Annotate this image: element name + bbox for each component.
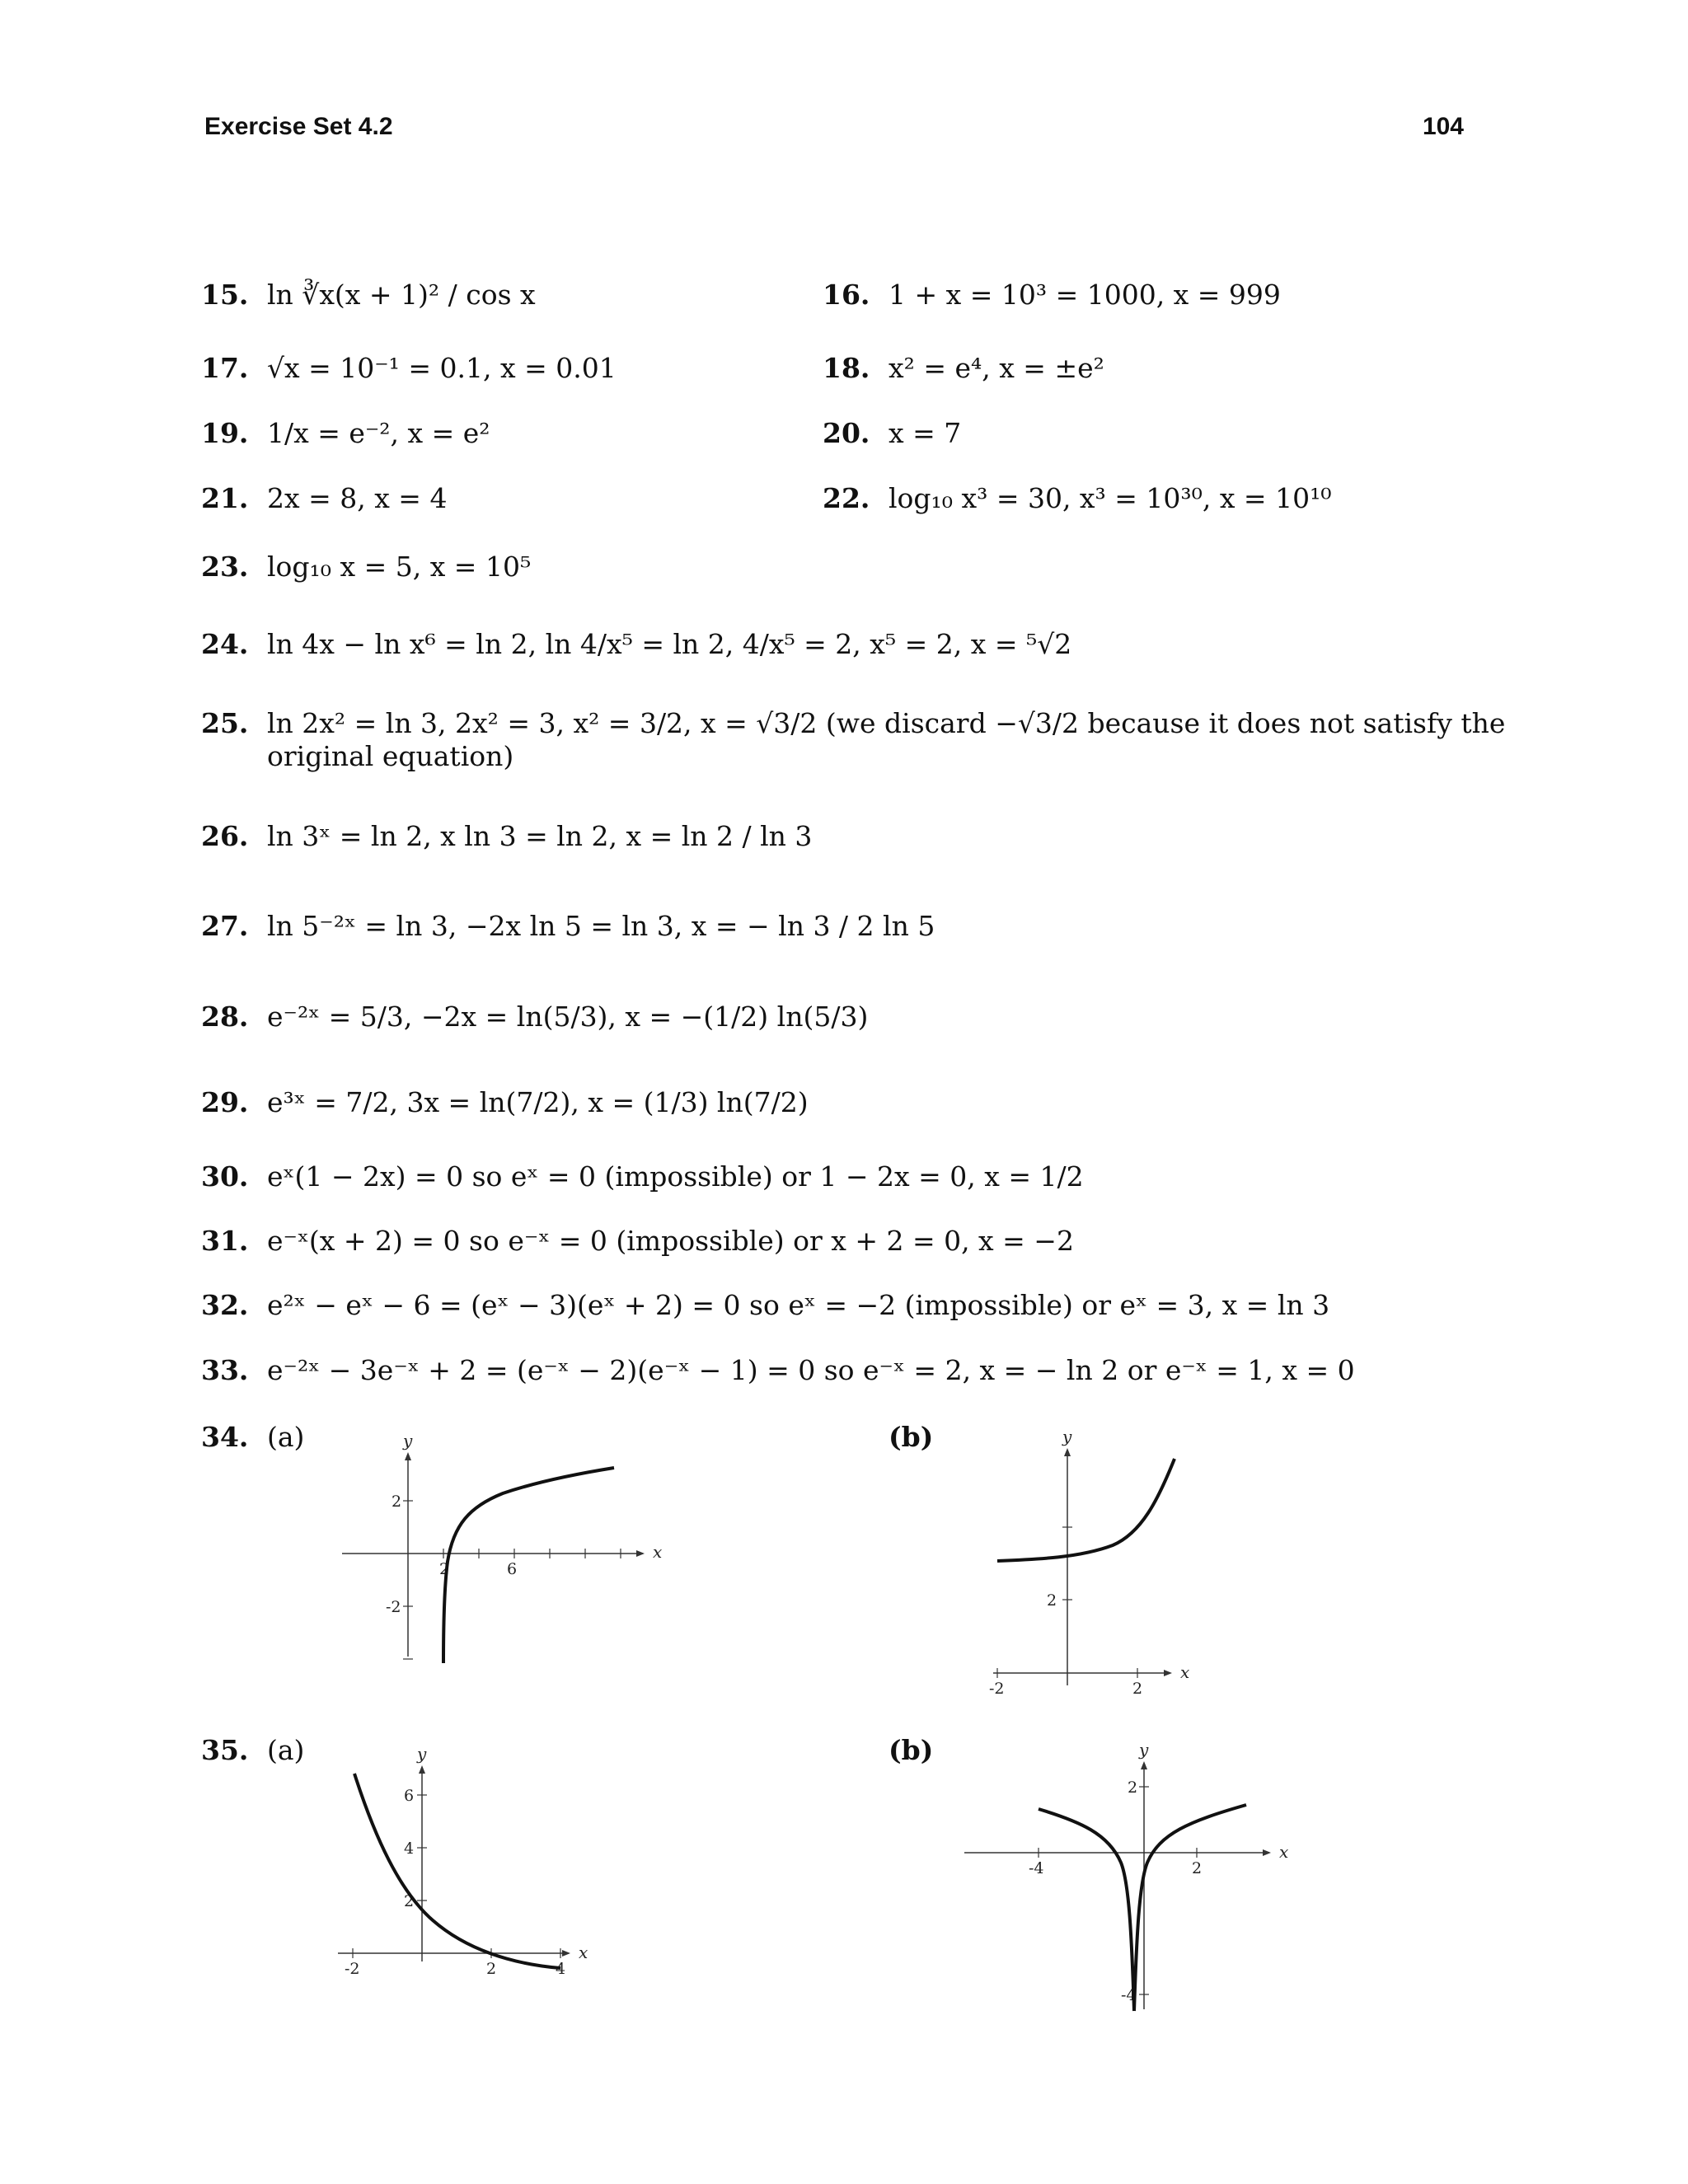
x-tick-label: -2 [345,1960,360,1978]
part-label: (a) [267,1421,305,1453]
exercise-22 [823,482,1332,515]
exercise-33 [201,1354,1355,1387]
ticks [353,1795,560,1958]
exercise-number: 32. [201,1289,249,1321]
part-label: (b) [889,1734,934,1766]
x-axis-label: x [579,1943,588,1962]
y-tick-label: 2 [392,1493,402,1511]
exercise-text: e⁻ˣ(x + 2) = 0 so e⁻ˣ = 0 (impossible) or x + 2 = 0, x = −2 [267,1225,1074,1257]
x-axis-arrow [636,1550,645,1557]
section-header: Exercise Set 4.2 [204,113,393,140]
exercise-number: 29. [201,1086,249,1118]
exercise-15 [201,279,536,312]
exercise-30 [201,1160,1084,1193]
x-tick-label: 2 [1192,1859,1203,1877]
exercise-34b [889,1421,954,1454]
exercise-number: 24. [201,628,249,660]
exercise-34a [201,1421,304,1454]
y-axis-label: y [417,1744,427,1764]
exercise-number: 35. [201,1734,249,1766]
curve [997,1459,1175,1561]
exercise-number: 28. [201,1001,249,1033]
exercise-text: e⁻²ˣ − 3e⁻ˣ + 2 = (e⁻ˣ − 2)(e⁻ˣ − 1) = 0 so e⁻ˣ = 2, x = − ln 2 or e⁻ˣ = 1, x = 0 [267,1354,1355,1386]
exercise-28 [201,1001,868,1033]
y-axis-label: y [1139,1740,1149,1760]
plot-35b [956,1740,1302,2022]
y-tick-label: 4 [404,1840,415,1858]
part-label: (b) [889,1421,934,1453]
y-tick-label: 6 [404,1787,415,1805]
exercise-text: ln ∛x(x + 1)² / cos x [267,279,536,311]
curve-right-branch [1134,1805,1246,2011]
exercise-number: 33. [201,1354,249,1386]
x-tick-label: 2 [439,1560,450,1578]
graph-35b [956,1740,1302,2019]
exercise-number: 26. [201,820,249,852]
y-tick-label: -4 [1121,1986,1137,2004]
y-tick-label: -2 [386,1598,401,1616]
graph-34a [330,1431,676,1681]
exercise-35a [201,1734,304,1767]
exercise-number: 20. [823,417,870,449]
curve-left-branch [1039,1809,1134,2011]
curve [354,1774,560,1968]
ticks [403,1501,621,1659]
exercise-32 [201,1289,1329,1322]
exercise-number: 34. [201,1421,249,1453]
exercise-text: 1 + x = 10³ = 1000, x = 999 [889,279,1281,311]
exercise-16 [823,279,1281,312]
exercise-18 [823,352,1104,385]
plot-34b [989,1427,1203,1709]
y-tick-label: 2 [1128,1779,1138,1797]
y-axis-arrow [419,1765,425,1774]
y-axis-label: y [403,1431,413,1451]
exercise-text: e³ˣ = 7/2, 3x = ln(7/2), x = (1/3) ln(7/2) [267,1086,809,1118]
exercise-25 [201,707,1536,773]
x-axis-label: x [1180,1662,1190,1682]
exercise-number: 30. [201,1160,249,1193]
exercise-31 [201,1225,1074,1258]
exercise-35b [889,1734,954,1767]
exercise-text: ln 2x² = ln 3, 2x² = 3, x² = 3/2, x = √3/2 (we discard −√3/2 because it does not satisfy the original equation) [267,707,1506,772]
part-label: (a) [267,1734,305,1766]
y-axis-arrow [1064,1448,1071,1456]
exercise-number: 19. [201,417,249,449]
exercise-number: 16. [823,279,870,311]
exercise-26 [201,820,812,853]
exercise-number: 21. [201,482,249,514]
x-axis-arrow [1263,1849,1271,1856]
exercise-text: log₁₀ x³ = 30, x³ = 10³⁰, x = 10¹⁰ [889,482,1332,514]
y-tick-label: 2 [404,1892,415,1910]
exercise-number: 31. [201,1225,249,1257]
x-tick-label: -4 [1029,1859,1044,1877]
exercise-text: e²ˣ − eˣ − 6 = (eˣ − 3)(eˣ + 2) = 0 so eˣ = −2 (impossible) or eˣ = 3, x = ln 3 [267,1289,1330,1321]
exercise-17 [201,352,617,385]
exercise-number: 23. [201,551,249,583]
plot-34a [330,1431,676,1685]
exercise-19 [201,417,490,450]
x-axis-label: x [1279,1842,1289,1862]
x-tick-label: 4 [556,1960,566,1978]
exercise-text: ln 5⁻²ˣ = ln 3, −2x ln 5 = ln 3, x = − ln 3 / 2 ln 5 [267,910,935,942]
x-tick-label: 2 [486,1960,497,1978]
exercise-text: ln 3ˣ = ln 2, x ln 3 = ln 2, x = ln 2 / ln 3 [267,820,813,852]
exercise-number: 22. [823,482,870,514]
exercise-text: eˣ(1 − 2x) = 0 so eˣ = 0 (impossible) or 1 − 2x = 0, x = 1/2 [267,1160,1084,1193]
exercise-number: 17. [201,352,249,384]
y-axis-label: y [1062,1427,1072,1446]
exercise-text: 2x = 8, x = 4 [267,482,448,514]
exercise-number: 18. [823,352,870,384]
exercise-number: 15. [201,279,249,311]
exercise-text: 1/x = e⁻², x = e² [267,417,490,449]
exercise-27 [201,910,935,943]
exercise-number: 25. [201,707,249,739]
exercise-29 [201,1086,809,1119]
x-axis-arrow [562,1950,570,1957]
graph-34b [989,1427,1203,1706]
x-tick-label: -2 [989,1680,1005,1698]
x-tick-label: 6 [507,1560,518,1578]
exercise-text: √x = 10⁻¹ = 0.1, x = 0.01 [267,352,617,384]
y-tick-label: 2 [1047,1591,1057,1610]
plot-35a [330,1744,610,1998]
exercise-23 [201,551,531,583]
x-axis-arrow [1164,1670,1172,1676]
exercise-21 [201,482,447,515]
exercise-20 [823,417,961,450]
exercise-text: x = 7 [889,417,962,449]
x-axis-label: x [653,1542,663,1562]
x-tick-label: 2 [1132,1680,1143,1698]
y-axis-arrow [405,1452,411,1460]
exercise-number: 27. [201,910,249,942]
exercise-text: ln 4x − ln x⁶ = ln 2, ln 4/x⁵ = ln 2, 4/x⁵ = 2, x⁵ = 2, x = ⁵√2 [267,628,1072,660]
page-number: 104 [1422,113,1464,140]
y-axis-arrow [1141,1761,1147,1769]
graph-35a [330,1744,610,1994]
exercise-text: x² = e⁴, x = ±e² [889,352,1104,384]
exercise-text: e⁻²ˣ = 5/3, −2x = ln(5/3), x = −(1/2) ln(5/3) [267,1001,869,1033]
curve [443,1468,614,1663]
exercise-text: log₁₀ x = 5, x = 10⁵ [267,551,532,583]
exercise-24 [201,628,1071,661]
